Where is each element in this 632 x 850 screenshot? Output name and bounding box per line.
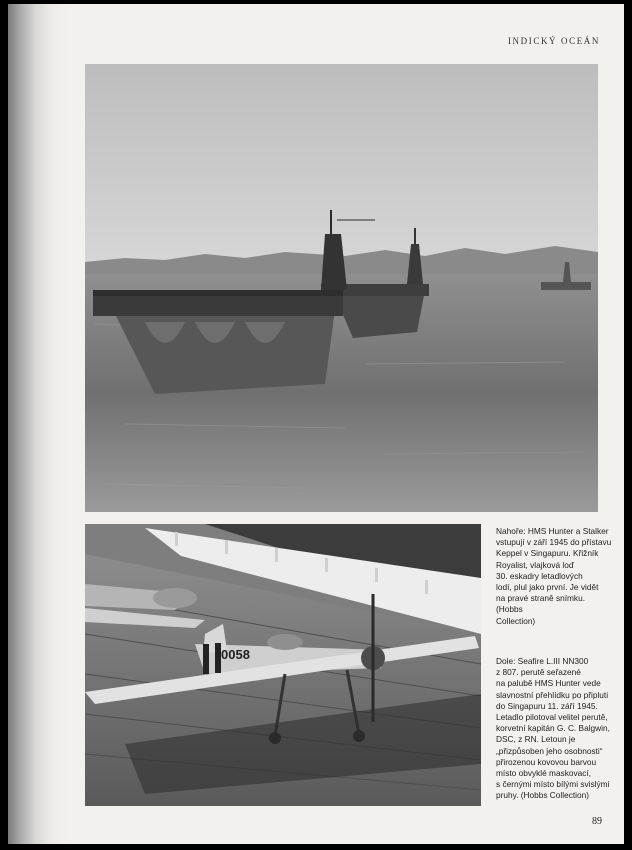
caption-bottom-text: Dole: Seafire L.III NN300 z 807. perutě seřazené na palubě HMS Hunter vede slavnostní přehlídku po připluti do Singapuru 11. září 1945. Letadlo pilotoval velitel perutě, korvetní kapitán G. C. Balgwin, DSC, z RN. Letoun je „přizpůsoben jeho osobnosti“ přirozenou kovovou barvou místo obvyklé maskovací, s černými místo bílými svislými pruhy. (Hobbs Collection) <box>496 656 610 801</box>
seafire-illustration <box>85 524 481 806</box>
carriers-illustration <box>85 64 598 512</box>
aircraft-code: 0058 <box>221 647 250 662</box>
aircraft-carriers-photo <box>85 64 598 512</box>
book-page <box>8 4 624 844</box>
caption-bottom <box>496 656 614 802</box>
seafire-on-deck-photo <box>85 524 481 806</box>
running-head: INDICKÝ OCEÁN <box>507 36 600 46</box>
caption-top-text: Nahoře: HMS Hunter a Stalker vstupují v září 1945 do přístavu Keppel v Singapuru. Křižník Royalist, vlajková loď 30. eskadry letadlových lodí, plul jako první. Je vidět na pravé straně snímku. (Hobbs Collection) <box>496 526 612 626</box>
caption-top <box>496 526 614 627</box>
page-number: 89 <box>592 816 602 827</box>
page-spine-shadow <box>8 4 68 844</box>
